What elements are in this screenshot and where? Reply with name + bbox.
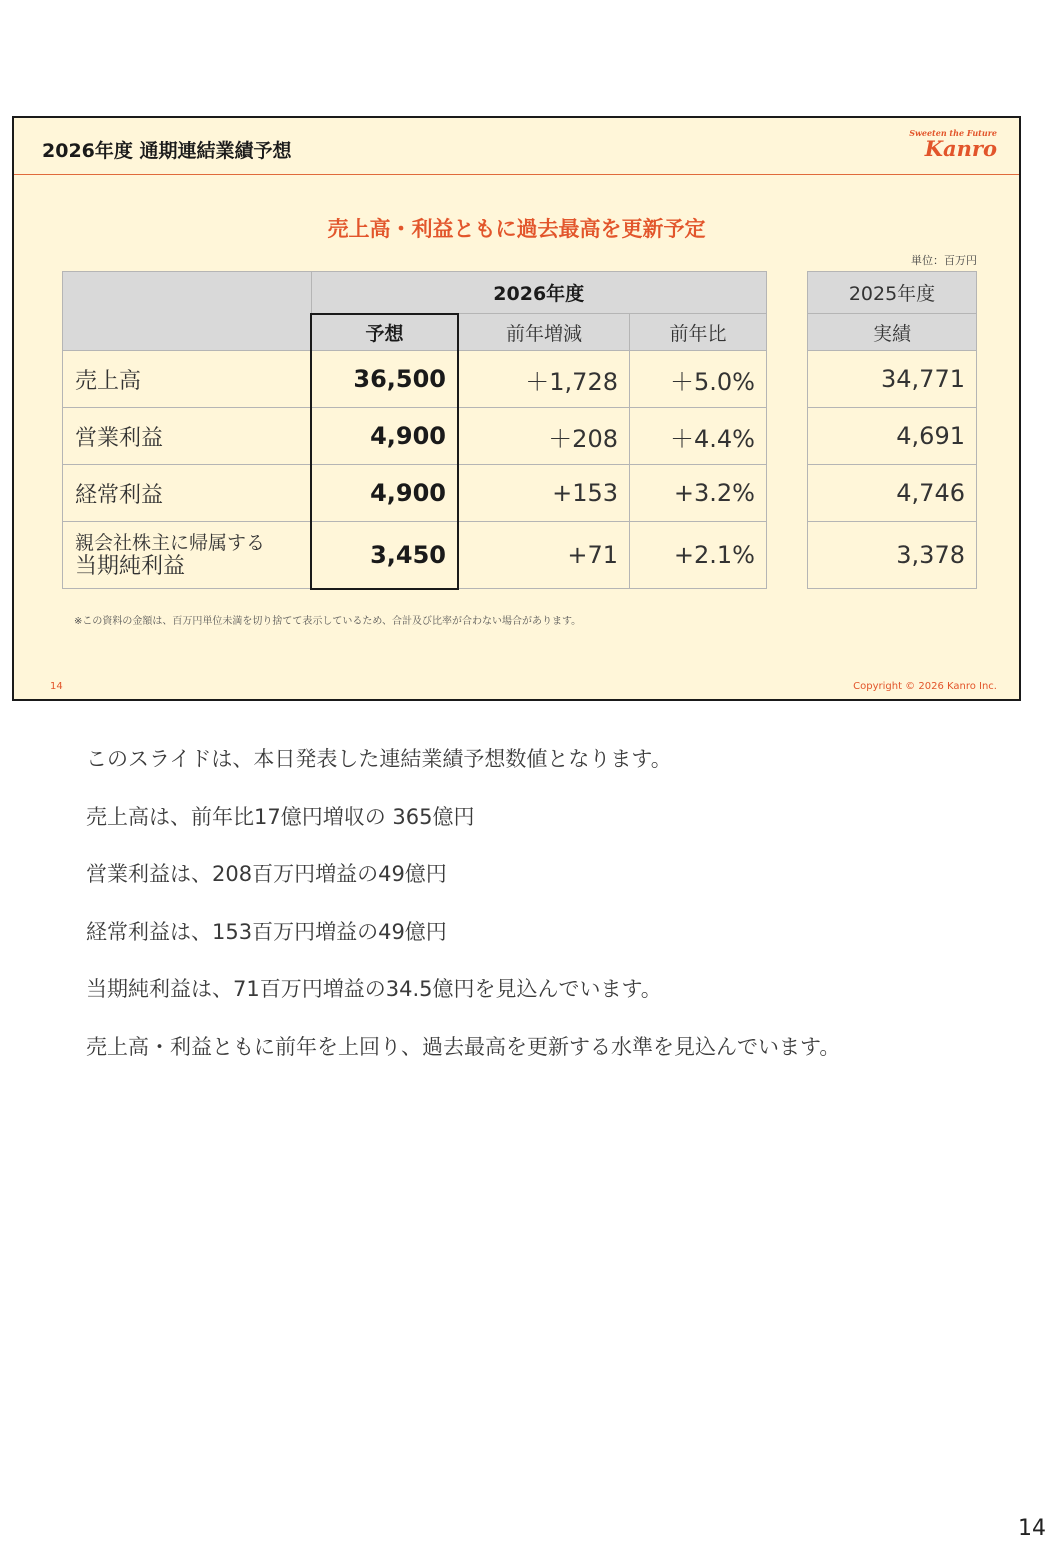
ratio-value: +3.2% <box>630 465 767 522</box>
copyright: Copyright © 2026 Kanro Inc. <box>853 681 997 692</box>
header-actual: 実績 <box>808 314 977 351</box>
row-label <box>63 522 312 589</box>
change-value: ＋208 <box>458 408 630 465</box>
row-label: 売上高 <box>63 351 312 408</box>
change-value: +71 <box>458 522 630 589</box>
header-ratio: 前年比 <box>630 314 767 351</box>
table-row <box>63 522 767 589</box>
slide <box>12 116 1021 701</box>
change-value: ＋1,728 <box>458 351 630 408</box>
header-change: 前年増減 <box>458 314 630 351</box>
actual-value: 34,771 <box>808 351 977 408</box>
note-line: 売上高・利益ともに前年を上回り、過去最高を更新する水準を見込んでいます。 <box>86 1034 841 1059</box>
row-label-line2: 当期純利益 <box>75 554 186 579</box>
slide-headline: 売上高・利益ともに過去最高を更新予定 <box>327 217 706 241</box>
forecast-value: 3,450 <box>311 522 458 589</box>
slide-title: 2026年度 通期連結業績予想 <box>42 140 292 162</box>
forecast-table <box>62 271 767 590</box>
actual-value: 3,378 <box>808 522 977 589</box>
change-value: +153 <box>458 465 630 522</box>
forecast-value: 4,900 <box>311 465 458 522</box>
forecast-value: 36,500 <box>311 351 458 408</box>
note-line: 経常利益は、153百万円増益の49億円 <box>86 919 447 944</box>
unit-label: 単位：百万円 <box>911 254 977 267</box>
header-year-2026: 2026年度 <box>311 272 767 314</box>
speaker-notes <box>86 742 840 1087</box>
kanro-logo <box>909 128 997 160</box>
slide-number: 14 <box>50 681 63 692</box>
row-label: 営業利益 <box>63 408 312 465</box>
logo-name: Kanro <box>924 136 997 161</box>
header-year-2025: 2025年度 <box>808 272 977 314</box>
row-label-line1: 親会社株主に帰属する <box>75 532 266 554</box>
ratio-value: ＋4.4% <box>630 408 767 465</box>
logo-tagline: Sweeten the Future <box>909 128 997 138</box>
header-forecast: 予想 <box>311 314 458 351</box>
header-corner <box>63 272 312 351</box>
page-number: 14 <box>1018 1516 1046 1541</box>
note-line: 営業利益は、208百万円増益の49億円 <box>86 862 447 886</box>
forecast-value: 4,900 <box>311 408 458 465</box>
row-label: 経常利益 <box>63 465 312 522</box>
note-line: 売上高は、前年比17億円増収の 365億円 <box>86 804 475 829</box>
note-line: 当期純利益は、71百万円増益の34.5億円を見込んでいます。 <box>86 977 662 1001</box>
table-row <box>63 351 767 408</box>
ratio-value: ＋5.0% <box>630 351 767 408</box>
ratio-value: +2.1% <box>630 522 767 589</box>
note-line: このスライドは、本日発表した連結業績予想数値となります。 <box>86 747 672 771</box>
actual-table <box>807 271 977 589</box>
actual-value: 4,746 <box>808 465 977 522</box>
title-divider <box>14 174 1019 175</box>
footnote: ※この資料の金額は、百万円単位未満を切り捨てて表示しているため、合計及び比率が合わない場合があります。 <box>74 616 582 627</box>
actual-value: 4,691 <box>808 408 977 465</box>
table-row <box>63 408 767 465</box>
table-row <box>63 465 767 522</box>
